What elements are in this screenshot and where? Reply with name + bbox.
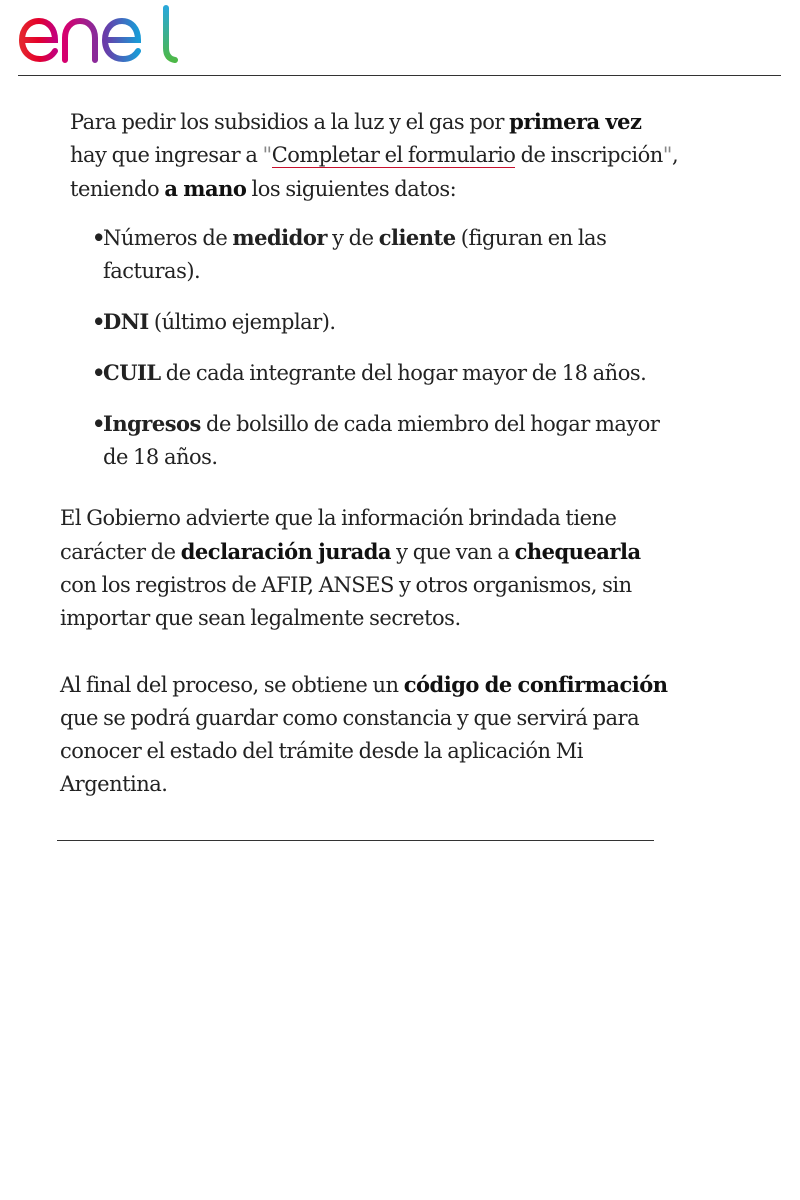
intro-paragraph: Para pedir los subsidios a la luz y el gas por primera vez hay que ingresar a "Completar el formulario de inscripción", teniendo a mano los siguientes datos: [70, 109, 679, 201]
bullet-icon: • [92, 360, 105, 385]
bullet-icon: • [92, 309, 105, 334]
emphasis-primera-vez: primera vez [509, 109, 642, 134]
list-item-medidor-cliente: • Números de medidor y de cliente (figuran en las facturas). [70, 221, 670, 288]
emphasis-a-mano: a mano [164, 176, 247, 201]
list-item-dni: • DNI (último ejemplar). [70, 305, 670, 339]
enel-logo[interactable] [18, 4, 180, 66]
enel-logo-icon [18, 4, 180, 66]
emphasis-codigo-confirmacion: código de confirmación [403, 672, 668, 697]
content-divider [57, 840, 654, 841]
bullet-icon: • [92, 225, 105, 250]
requirements-list [70, 221, 670, 491]
gobierno-paragraph: El Gobierno advierte que la información brindada tiene carácter de declaración jurada y que van a chequearla con los registros de AFIP, ANSES y otros organismos, sin importar que sean legalmente secretos. [60, 506, 641, 630]
emphasis-declaracion-jurada: declaración jurada [180, 539, 391, 564]
completar-formulario-link[interactable]: Completar el formulario [271, 143, 516, 167]
bullet-icon: • [92, 411, 105, 436]
final-paragraph: Al final del proceso, se obtiene un código de confirmación que se podrá guardar como constancia y que servirá para conocer el estado del trámite desde la aplicación Mi Argentina. [60, 672, 668, 796]
site-header [18, 0, 781, 76]
list-item-ingresos: • Ingresos de bolsillo de cada miembro del hogar mayor de 18 años. [70, 407, 670, 474]
emphasis-chequearla: chequearla [514, 539, 641, 564]
list-item-cuil: • CUIL de cada integrante del hogar mayor de 18 años. [70, 356, 670, 390]
